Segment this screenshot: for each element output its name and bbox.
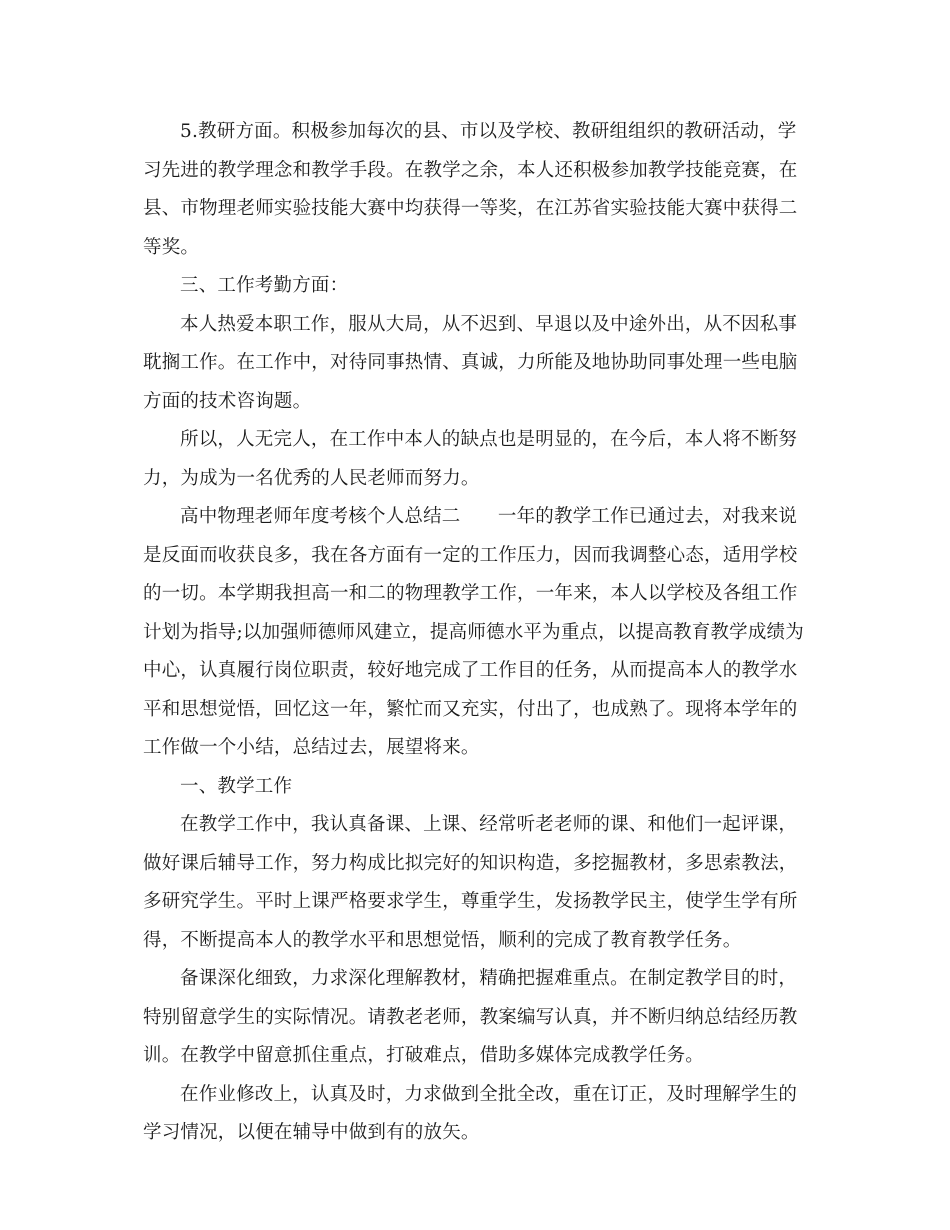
text-line: 特别留意学生的实际情况。请教老老师，教案编写认真，并不断归纳总结经历教 [143, 1006, 798, 1028]
text-line: 得，不断提高本人的教学水平和思想觉悟，顺利的完成了教育教学任务。 [143, 929, 742, 951]
text-line: 的一切。本学期我担高一和二的物理教学工作，一年来，本人以学校及各组工作 [143, 583, 798, 604]
paragraph-lesson-prep [143, 960, 808, 1076]
text-line: 县、市物理老师实验技能大赛中均获得一等奖，在江苏省实验技能大赛中获得二 [143, 198, 798, 219]
text-line: 力，为成为一名优秀的人民老师而努力。 [143, 467, 480, 489]
text-line: 训。在教学中留意抓住重点，打破难点，借助多媒体完成教学任务。 [143, 1045, 705, 1066]
text-line: 本人热爱本职工作，服从大局，从不迟到、早退以及中途外出，从不因私事 [180, 313, 798, 335]
section-heading-teaching [143, 768, 808, 807]
text-line: 耽搁工作。在工作中，对待同事热情、真诚，力所能及地协助同事处理一些电脑 [143, 352, 798, 373]
text-line: 备课深化细致，力求深化理解教材，精确把握难重点。在制定教学目的时， [180, 968, 798, 989]
text-line: 一、教学工作 [180, 775, 293, 797]
text-line: 习先进的教学理念和教学手段。在教学之余，本人还积极参加教学技能竞赛，在 [143, 159, 798, 181]
text-line: 多研究学生。平时上课严格要求学生，尊重学生，发扬教学民主，使学生学有所 [143, 891, 798, 912]
text-line: 是反面而收获良多，我在各方面有一定的工作压力，因而我调整心态，适用学校 [143, 544, 798, 566]
text-line: 所以，人无完人，在工作中本人的缺点也是明显的，在今后，本人将不断努 [180, 429, 798, 450]
paragraph-conclusion [143, 421, 808, 498]
text-line: 平和思想觉悟，回忆这一年，繁忙而又充实，付出了，也成熟了。现将本学年的 [143, 698, 798, 720]
text-line: 高中物理老师年度考核个人总结二 一年的教学工作已通过去，对我来说 [180, 506, 798, 527]
paragraph-attendance [143, 306, 808, 422]
section-heading-attendance [143, 267, 808, 306]
paragraph-homework [143, 1076, 808, 1153]
paragraph-teaching-work [143, 806, 808, 960]
text-line: 计划为指导;以加强师德师风建立，提高师德水平为重点，以提高教育教学成绩为 [143, 621, 804, 643]
text-line: 中心，认真履行岗位职责，较好地完成了工作目的任务，从而提高本人的教学水 [143, 660, 798, 681]
text-line: 5.教研方面。积极参加每次的县、市以及学校、教研组组织的教研活动，学 [180, 121, 797, 142]
text-line: 学习情况，以便在辅导中做到有的放矢。 [143, 1122, 480, 1143]
text-line: 在教学工作中，我认真备课、上课、经常听老老师的课、和他们一起评课， [180, 814, 798, 835]
text-line: 工作做一个小结，总结过去，展望将来。 [143, 737, 480, 758]
text-line: 三、工作考勤方面： [180, 275, 349, 296]
document-body [143, 113, 808, 1153]
paragraph-teaching-research [143, 113, 808, 267]
paragraph-summary-two [143, 498, 808, 768]
text-line: 做好课后辅导工作，努力构成比拟完好的知识构造，多挖掘教材，多思索教法， [143, 852, 798, 874]
text-line: 等奖。 [143, 236, 200, 258]
text-line: 方面的技术咨询题。 [143, 390, 312, 412]
text-line: 在作业修改上，认真及时，力求做到全批全改，重在订正，及时理解学生的 [180, 1083, 798, 1105]
